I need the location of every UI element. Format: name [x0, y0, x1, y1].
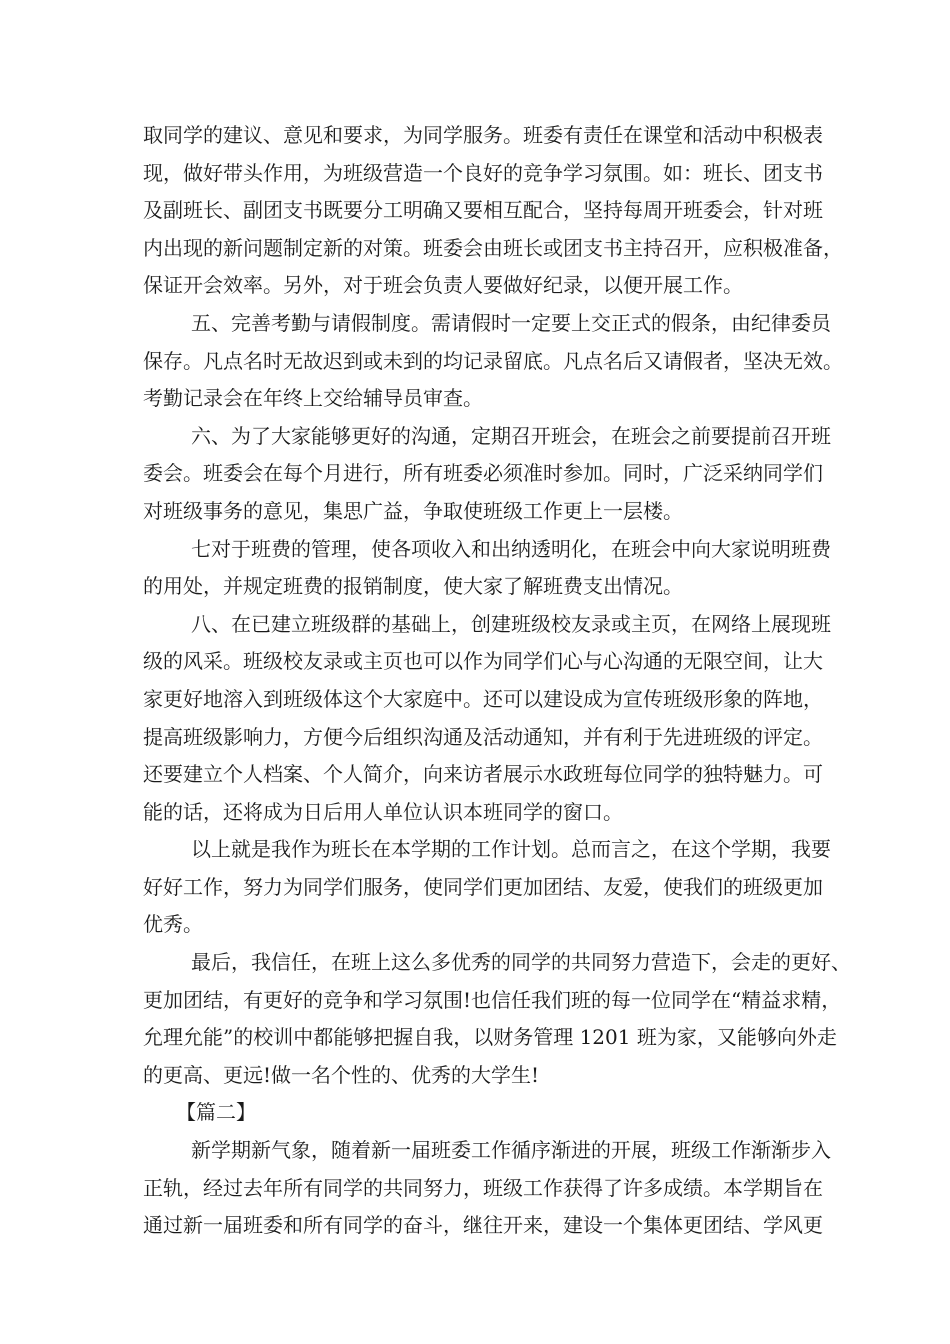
section-heading: 【篇二】 [176, 1100, 256, 1125]
text-line: 内出现的新问题制定新的对策。班委会由班长或团支书主持召开，应积极准备， [143, 235, 843, 260]
text-line: 的更高、更远!做一名个性的、优秀的大学生! [143, 1062, 540, 1087]
text-line: 对班级事务的意见，集思广益，争取使班级工作更上一层楼。 [143, 498, 683, 523]
text-line: 家更好地溶入到班级体这个大家庭中。还可以建设成为宣传班级形象的阵地， [143, 686, 823, 711]
text-line: 保存。凡点名时无故迟到或未到的均记录留底。凡点名后又请假者，坚决无效。 [143, 348, 843, 373]
text-line: 新学期新气象，随着新一届班委工作循序渐进的开展，班级工作渐渐步入 [191, 1138, 831, 1163]
text-line: 通过新一届班委和所有同学的奋斗，继往开来，建设一个集体更团结、学风更 [143, 1213, 823, 1238]
text-line: 取同学的建议、意见和要求，为同学服务。班委有责任在课堂和活动中积极表 [143, 123, 823, 147]
text-line: 正轨，经过去年所有同学的共同努力，班级工作获得了许多成绩。本学期旨在 [143, 1175, 823, 1200]
text-line: 委会。班委会在每个月进行，所有班委必须准时参加。同时，广泛采纳同学们 [143, 461, 823, 486]
text-line: 级的风采。班级校友录或主页也可以作为同学们心与心沟通的无限空间，让大 [143, 649, 823, 674]
text-line: 现，做好带头作用，为班级营造一个良好的竞争学习氛围。如：班长、团支书 [143, 160, 823, 185]
document-body [143, 117, 851, 1245]
text-line: 七对于班费的管理，使各项收入和出纳透明化，在班会中向大家说明班费 [191, 536, 831, 561]
text-line: 及副班长、副团支书既要分工明确又要相互配合，坚持每周开班委会，针对班 [143, 198, 823, 223]
text-line: 六、为了大家能够更好的沟通，定期召开班会，在班会之前要提前召开班 [191, 423, 831, 448]
text-line: 考勤记录会在年终上交给辅导员审查。 [143, 386, 483, 411]
text-line: 八、在已建立班级群的基础上，创建班级校友录或主页，在网络上展现班 [191, 611, 831, 636]
text-line: 五、完善考勤与请假制度。需请假时一定要上交正式的假条，由纪律委员 [191, 310, 831, 335]
text-line: 的用处，并规定班费的报销制度，使大家了解班费支出情况。 [143, 574, 683, 599]
text-line: 还要建立个人档案、个人简介，向来访者展示水政班每位同学的独特魅力。可 [143, 762, 823, 787]
text-line: 最后，我信任，在班上这么多优秀的同学的共同努力营造下，会走的更好、 [191, 950, 851, 975]
text-line: 保证开会效率。另外，对于班会负责人要做好纪录，以便开展工作。 [143, 273, 743, 298]
text-line: 好好工作，努力为同学们服务，使同学们更加团结、友爱，使我们的班级更加 [143, 874, 823, 899]
text-line: 能的话，还将成为日后用人单位认识本班同学的窗口。 [143, 799, 623, 824]
text-line: 以上就是我作为班长在本学期的工作计划。总而言之，在这个学期，我要 [191, 837, 831, 862]
text-line: 更加团结，有更好的竞争和学习氛围!也信任我们班的每一位同学在“精益求精， [143, 987, 842, 1012]
text-line: 允理允能”的校训中都能够把握自我，以财务管理 1201 班为家，又能够向外走 [143, 1025, 837, 1050]
text-line: 提高班级影响力，方便今后组织沟通及活动通知，并有利于先进班级的评定。 [143, 724, 823, 749]
text-line: 优秀。 [143, 912, 203, 937]
